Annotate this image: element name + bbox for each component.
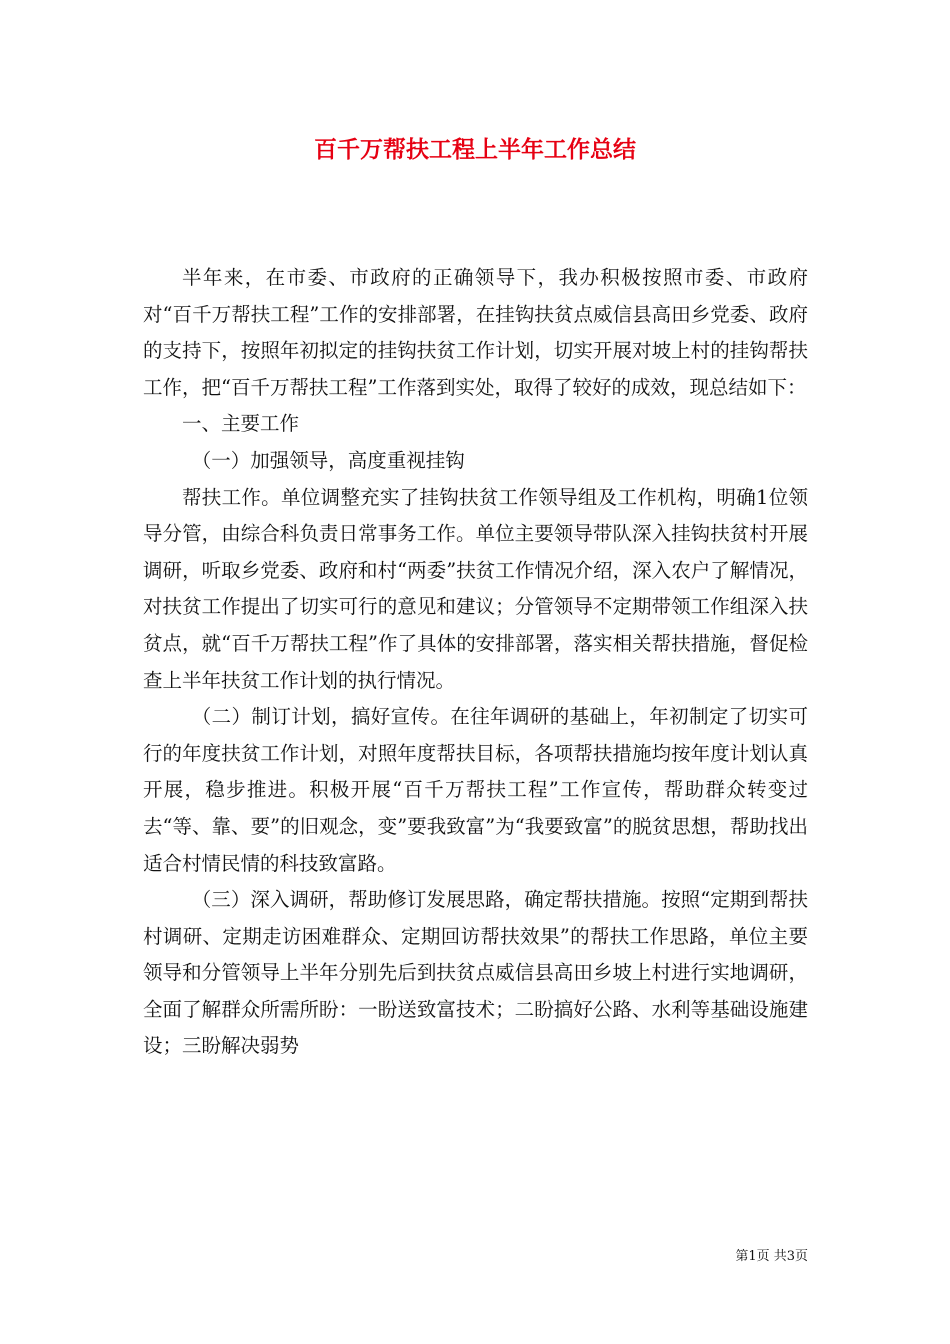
section-heading-main-work: 一、主要工作 bbox=[182, 412, 300, 436]
paragraph-plan-publicity: （二）制订计划，搞好宣传。在往年调研的基础上，年初制定了切实可行的年度扶贫工作计划，对照年度帮扶目标，各项帮扶措施均按年度计划认真开展，稳步推进。积极开展“百千万帮扶工程”工作宣传，帮助群众转变过去“等、靠、要”的旧观念，变”要我致富”为“我要致富”的脱贫思想，帮助找出适合村情民情的科技致富路。 bbox=[143, 705, 808, 875]
document-title: 百千万帮扶工程上半年工作总结 bbox=[314, 136, 636, 163]
document-body bbox=[143, 260, 808, 1065]
paragraph-research: （三）深入调研，帮助修订发展思路，确定帮扶措施。按照“定期到帮扶村调研、定期走访困难群众、定期回访帮扶效果”的帮扶工作思路，单位主要领导和分管领导上半年分别先后到扶贫点威信县高田乡坡上村进行实地调研，全面了解群众所需所盼：一盼送致富技术；二盼搞好公路、水利等基础设施建设；三盼解决弱势 bbox=[143, 888, 808, 1058]
paragraph-intro: 半年来，在市委、市政府的正确领导下，我办积极按照市委、市政府对“百千万帮扶工程”工作的安排部署，在挂钩扶贫点威信县高田乡党委、政府的支持下，按照年初拟定的挂钩扶贫工作计划，切实开展对坡上村的挂钩帮扶工作，把“百千万帮扶工程”工作落到实处，取得了较好的成效，现总结如下： bbox=[143, 266, 808, 399]
paragraph-leadership: 帮扶工作。单位调整充实了挂钩扶贫工作领导组及工作机构，明确1位领导分管，由综合科负责日常事务工作。单位主要领导带队深入挂钩扶贫村开展调研，听取乡党委、政府和村“两委”扶贫工作情况介绍，深入农户了解情况，对扶贫工作提出了切实可行的意见和建议；分管领导不定期带领工作组深入扶贫点，就“百千万帮扶工程”作了具体的安排部署，落实相关帮扶措施，督促检查上半年扶贫工作计划的执行情况。 bbox=[143, 485, 808, 692]
subsection-heading-1: （一）加强领导，高度重视挂钩 bbox=[191, 448, 465, 472]
page-number: 第1页 共3页 bbox=[735, 1249, 808, 1264]
